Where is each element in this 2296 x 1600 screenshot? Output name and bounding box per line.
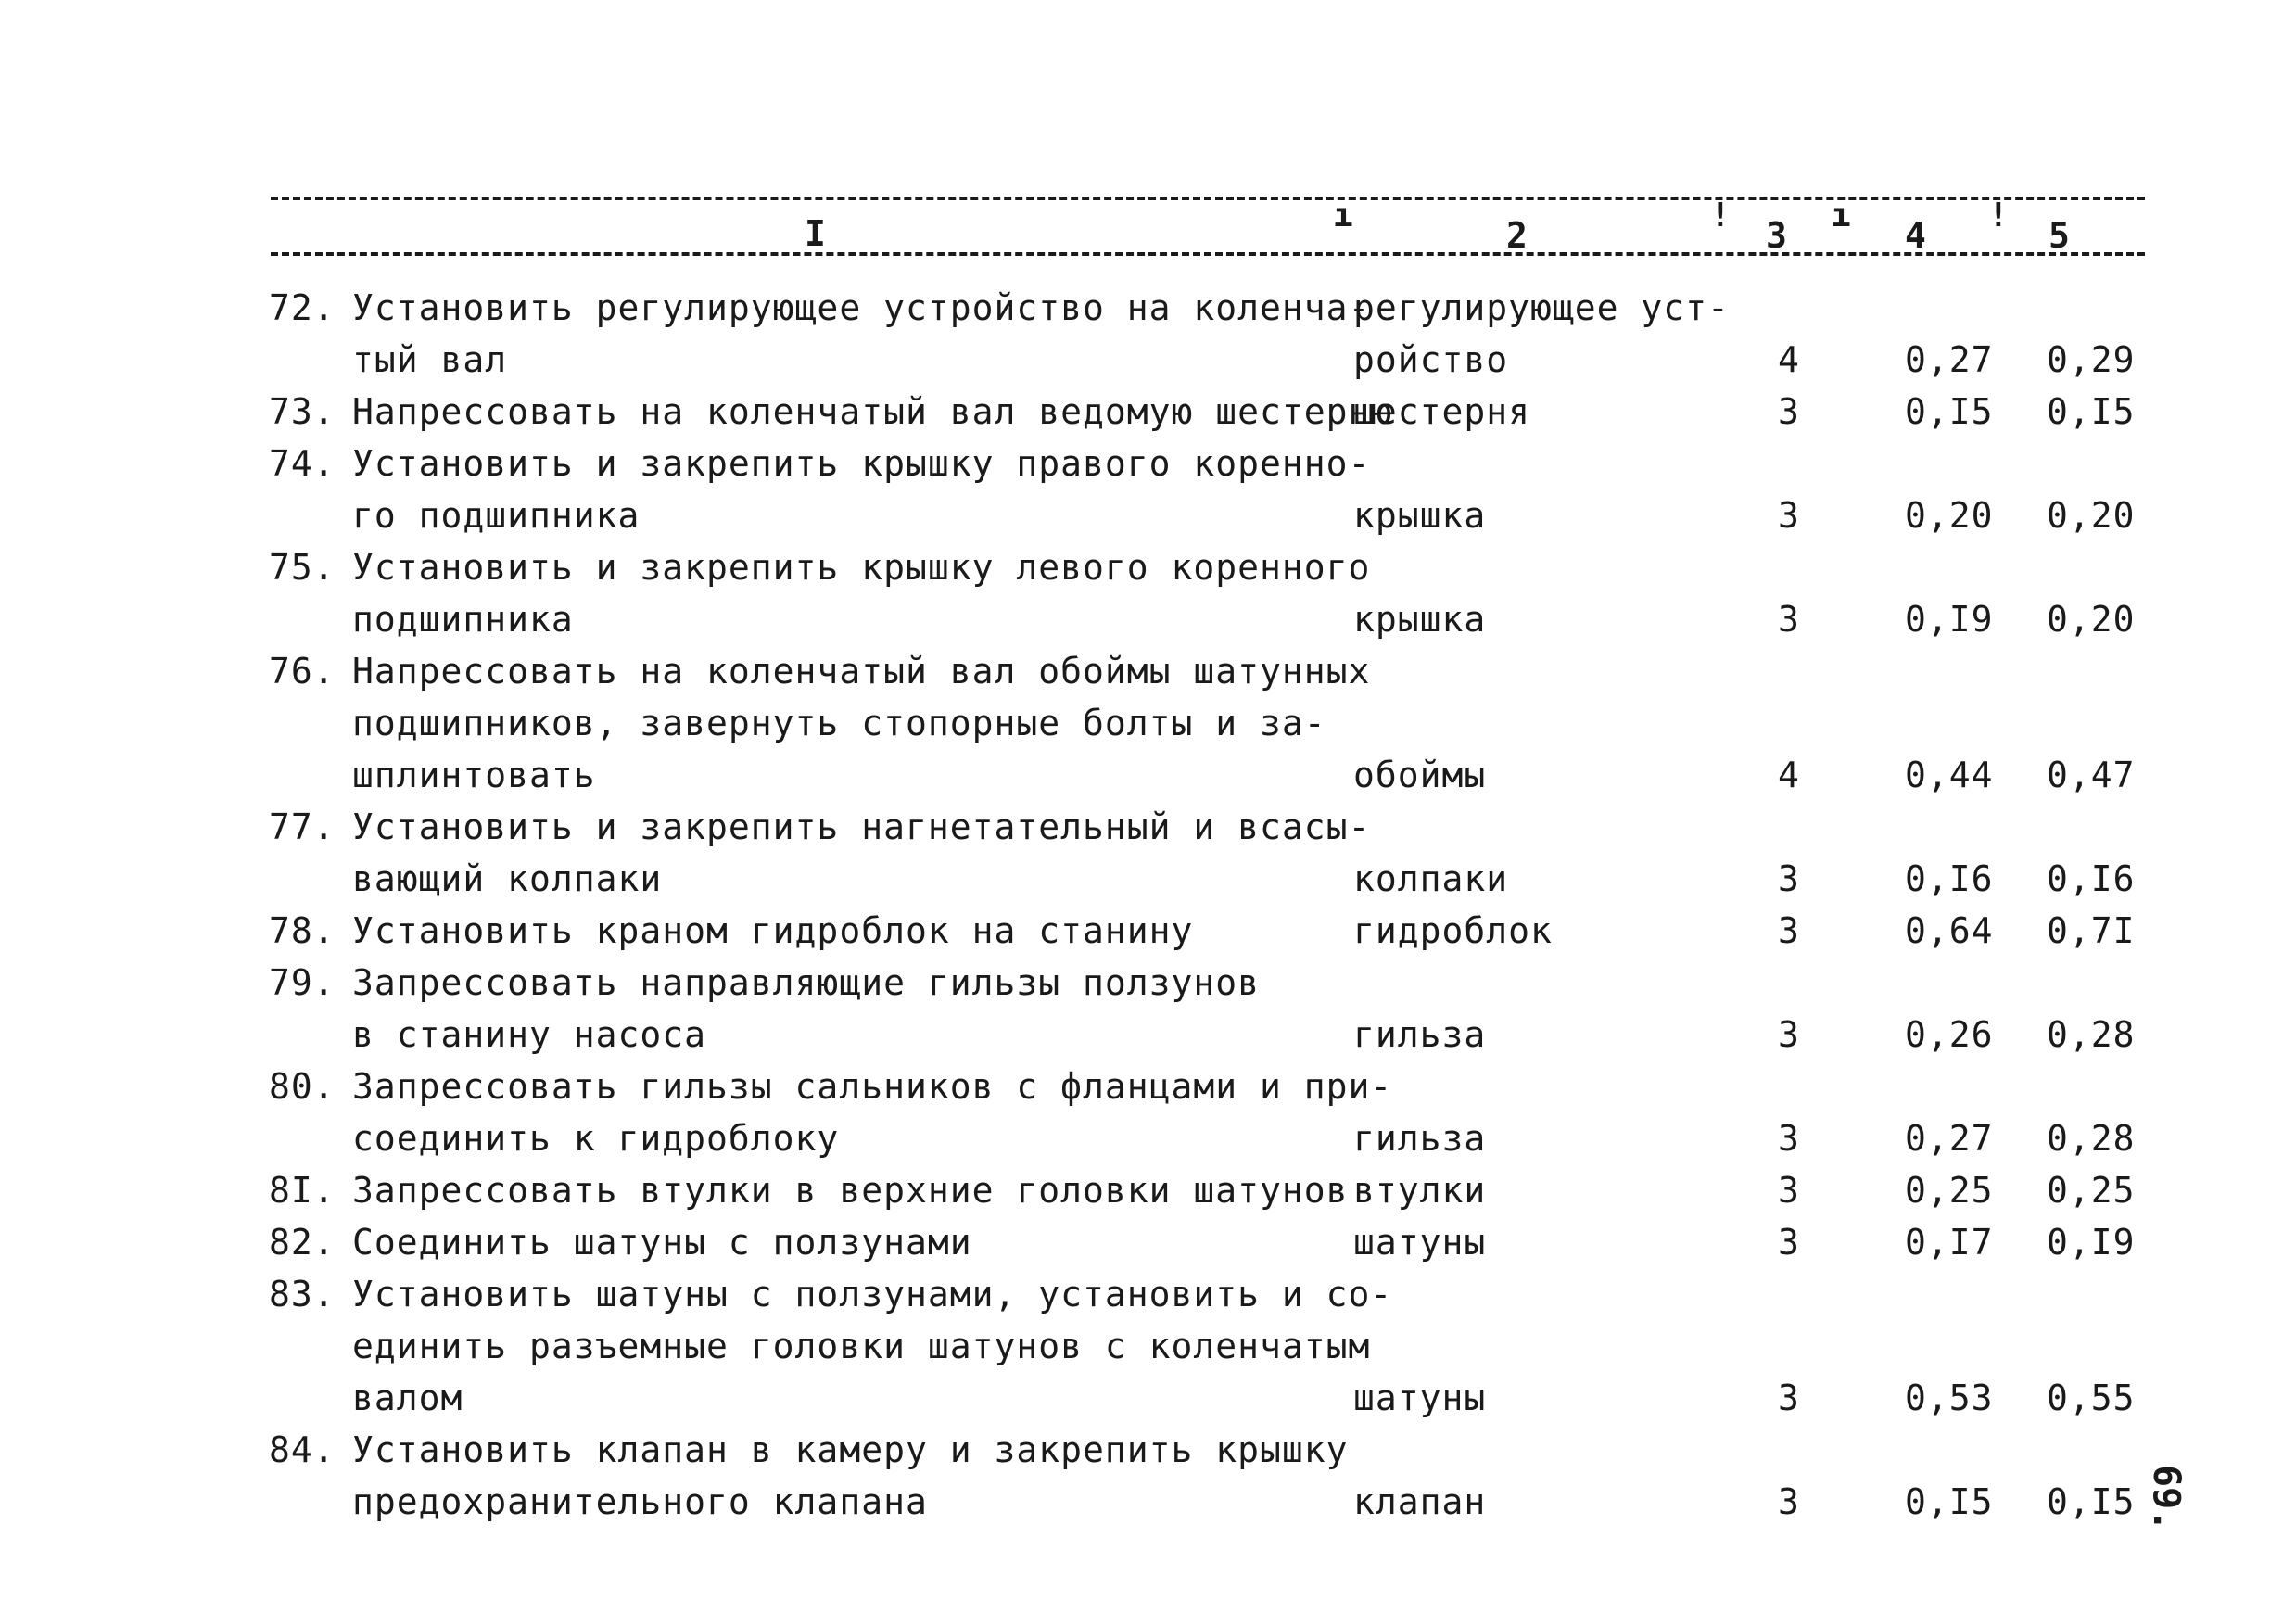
norm-value: 0,20 <box>2047 599 2136 640</box>
operation-text: Установить и закрепить нагнетательный и всасы- <box>352 806 1371 847</box>
row-line <box>269 1112 2178 1164</box>
row-line <box>269 957 2178 1009</box>
time-value: 0,44 <box>1905 755 1994 795</box>
row-line <box>269 334 2178 386</box>
row-line <box>269 801 2178 853</box>
row-number: 78. <box>269 910 336 951</box>
operation-text: Напрессовать на коленчатый вал обоймы шатунных <box>352 651 1371 692</box>
time-value: 0,I5 <box>1905 391 1994 432</box>
grade-value: 3 <box>1778 1222 1800 1263</box>
table-row <box>269 1216 2178 1268</box>
row-line <box>269 749 2178 801</box>
row-number: 77. <box>269 806 336 847</box>
norm-value: 0,28 <box>2047 1014 2136 1055</box>
row-number: 8I. <box>269 1170 336 1211</box>
header-bottom-rule <box>271 252 2145 256</box>
operation-text: предохранительного клапана <box>352 1481 928 1522</box>
norm-value: 0,28 <box>2047 1118 2136 1159</box>
time-value: 0,I6 <box>1905 858 1994 899</box>
row-line <box>269 593 2178 645</box>
table-row <box>269 282 2178 386</box>
header-col4: 4 <box>1905 215 1926 256</box>
operation-text: единить разъемные головки шатунов с коленчатым <box>352 1326 1371 1366</box>
row-line <box>269 386 2178 438</box>
operation-text: соединить к гидроблоку <box>352 1118 840 1159</box>
operation-text: подшипников, завернуть стопорные болты и за- <box>352 703 1326 743</box>
part-name: гильза <box>1353 1014 1487 1055</box>
time-value: 0,I9 <box>1905 599 1994 640</box>
grade-value: 3 <box>1778 1378 1800 1418</box>
time-value: 0,27 <box>1905 1118 1994 1159</box>
part-name: регулирующее уст- <box>1353 287 1730 328</box>
table-row <box>269 905 2178 957</box>
time-value: 0,53 <box>1905 1378 1994 1418</box>
table-row <box>269 541 2178 645</box>
header-col2: 2 <box>1506 215 1528 256</box>
header-col1: I <box>805 213 826 254</box>
row-number: 76. <box>269 651 336 692</box>
operation-text: Запрессовать гильзы сальников с фланцами и при- <box>352 1066 1393 1107</box>
operation-text: Установить и закрепить крышку левого коренного <box>352 547 1371 588</box>
norm-value: 0,20 <box>2047 495 2136 536</box>
header-col3: 3 <box>1766 215 1787 256</box>
row-line <box>269 1476 2178 1528</box>
operation-text: Установить шатуны с ползунами, установить и со- <box>352 1274 1393 1314</box>
time-value: 0,I7 <box>1905 1222 1994 1263</box>
grade-value: 3 <box>1778 391 1800 432</box>
operation-text: Установить регулирующее устройство на коленча- <box>352 287 1371 328</box>
part-name: клапан <box>1353 1481 1487 1522</box>
part-name: шатуны <box>1353 1378 1487 1418</box>
norm-value: 0,7I <box>2047 910 2136 951</box>
row-number: 75. <box>269 547 336 588</box>
operation-text: подшипника <box>352 599 574 640</box>
row-line <box>269 282 2178 334</box>
row-number: 74. <box>269 443 336 484</box>
row-line <box>269 1372 2178 1424</box>
row-number: 72. <box>269 287 336 328</box>
part-name: ройство <box>1353 339 1509 380</box>
operation-text: го подшипника <box>352 495 641 536</box>
row-line <box>269 1320 2178 1372</box>
part-name: втулки <box>1353 1170 1487 1211</box>
header-separator: ı <box>1333 197 1353 235</box>
norm-value: 0,29 <box>2047 339 2136 380</box>
header-separator: ı <box>1831 197 1851 235</box>
row-line <box>269 1009 2178 1060</box>
operation-text: валом <box>352 1378 463 1418</box>
row-line <box>269 1216 2178 1268</box>
table-row <box>269 386 2178 438</box>
operation-text: Напрессовать на коленчатый вал ведомую шестерню <box>352 391 1393 432</box>
part-name: гильза <box>1353 1118 1487 1159</box>
operation-text: вающий колпаки <box>352 858 663 899</box>
norm-value: 0,I9 <box>2047 1222 2136 1263</box>
part-name: шатуны <box>1353 1222 1487 1263</box>
row-number: 73. <box>269 391 336 432</box>
operation-text: шплинтовать <box>352 755 596 795</box>
row-number: 83. <box>269 1274 336 1314</box>
table-row <box>269 645 2178 801</box>
norm-value: 0,I5 <box>2047 1481 2136 1522</box>
grade-value: 3 <box>1778 599 1800 640</box>
time-value: 0,20 <box>1905 495 1994 536</box>
grade-value: 4 <box>1778 755 1800 795</box>
header-separator: ! <box>1988 197 2009 235</box>
row-line <box>269 1060 2178 1112</box>
part-name: обоймы <box>1353 755 1487 795</box>
operation-text: Установить и закрепить крышку правого коренно- <box>352 443 1371 484</box>
operation-text: Запрессовать направляющие гильзы ползунов <box>352 962 1260 1003</box>
row-number: 80. <box>269 1066 336 1107</box>
row-line <box>269 1164 2178 1216</box>
table-row <box>269 957 2178 1060</box>
table-row <box>269 1268 2178 1424</box>
row-number: 84. <box>269 1429 336 1470</box>
norm-value: 0,55 <box>2047 1378 2136 1418</box>
operation-text: тый вал <box>352 339 508 380</box>
part-name: шестерня <box>1353 391 1531 432</box>
row-line <box>269 905 2178 957</box>
grade-value: 3 <box>1778 1481 1800 1522</box>
norm-value: 0,25 <box>2047 1170 2136 1211</box>
table-body <box>269 282 2178 1528</box>
time-value: 0,I5 <box>1905 1481 1994 1522</box>
part-name: крышка <box>1353 599 1487 640</box>
row-line <box>269 541 2178 593</box>
grade-value: 3 <box>1778 495 1800 536</box>
row-line <box>269 438 2178 489</box>
grade-value: 3 <box>1778 1014 1800 1055</box>
table-row <box>269 1424 2178 1528</box>
part-name: колпаки <box>1353 858 1509 899</box>
page-number: 69. <box>2145 1465 2188 1532</box>
time-value: 0,27 <box>1905 339 1994 380</box>
part-name: крышка <box>1353 495 1487 536</box>
row-line <box>269 697 2178 749</box>
table-row <box>269 1164 2178 1216</box>
table-row <box>269 1060 2178 1164</box>
operation-text: Соединить шатуны с ползунами <box>352 1222 972 1263</box>
table-row <box>269 801 2178 905</box>
norm-value: 0,I6 <box>2047 858 2136 899</box>
part-name: гидроблок <box>1353 910 1553 951</box>
row-line <box>269 489 2178 541</box>
grade-value: 3 <box>1778 858 1800 899</box>
grade-value: 4 <box>1778 339 1800 380</box>
operation-text: в станину насоса <box>352 1014 707 1055</box>
operation-text: Установить краном гидроблок на станину <box>352 910 1194 951</box>
time-value: 0,64 <box>1905 910 1994 951</box>
norm-value: 0,I5 <box>2047 391 2136 432</box>
row-line <box>269 1424 2178 1476</box>
header-separator: ! <box>1710 197 1731 235</box>
row-number: 82. <box>269 1222 336 1263</box>
header-col5: 5 <box>2049 215 2070 256</box>
table-row <box>269 438 2178 541</box>
row-line <box>269 1268 2178 1320</box>
operation-text: Установить клапан в камеру и закрепить крышку <box>352 1429 1349 1470</box>
time-value: 0,26 <box>1905 1014 1994 1055</box>
grade-value: 3 <box>1778 1170 1800 1211</box>
row-line <box>269 645 2178 697</box>
time-value: 0,25 <box>1905 1170 1994 1211</box>
norm-value: 0,47 <box>2047 755 2136 795</box>
row-line <box>269 853 2178 905</box>
header-top-rule <box>271 197 2145 200</box>
grade-value: 3 <box>1778 1118 1800 1159</box>
grade-value: 3 <box>1778 910 1800 951</box>
operation-text: Запрессовать втулки в верхние головки шатунов <box>352 1170 1349 1211</box>
row-number: 79. <box>269 962 336 1003</box>
